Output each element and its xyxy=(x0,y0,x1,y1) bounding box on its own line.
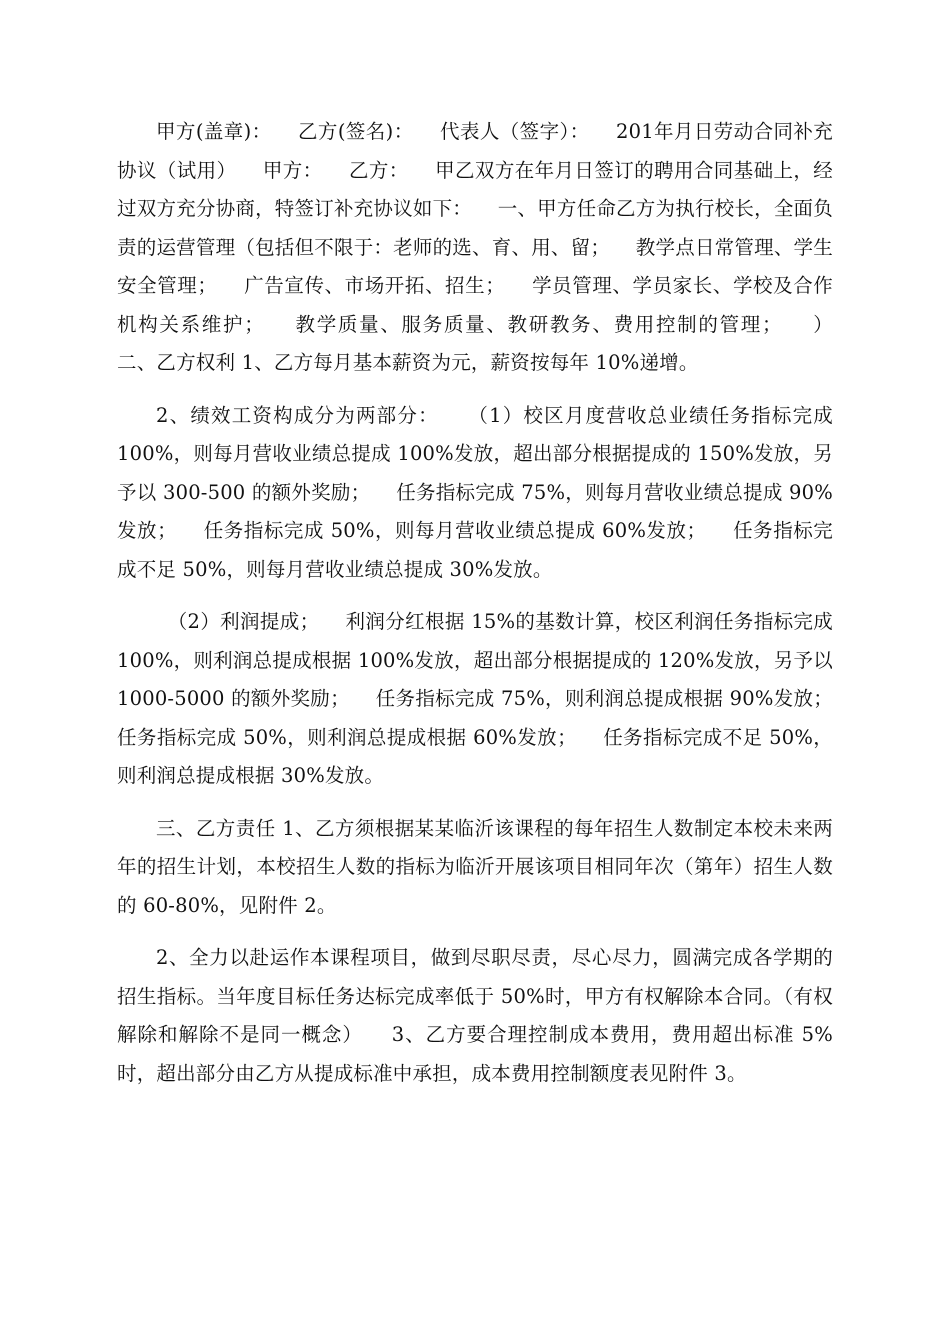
document-body xyxy=(117,113,859,1107)
paragraph-contract-intro: 甲方(盖章)： 乙方(签名)： 代表人（签字）： 201年月日劳动合同补充协议（试用） 甲方： 乙方： 甲乙双方在年月日签订的聘用合同基础上，经过双方充分协商，特签订补充协议如下： 一、甲方任命乙方为执行校长，全面负责的运营管理（包括但不限于：老师的选、育、用、留； 教学点日常管理、学生安全管理； 广告宣传、市场开拓、招生； 学员管理、学员家长、学校及合作机构关系维护； 教学质量、服务质量、教研教务、费用控制的管理； ） 二、乙方权利 1、乙方每月基本薪资为元，薪资按每年 10%递增。 xyxy=(117,120,859,374)
paragraph-performance-pay: 2、绩效工资构成分为两部分： （1）校区月度营收总业绩任务指标完成 100%，则每月营收业绩总提成 100%发放，超出部分根据提成的 150%发放，另予以 300-500 的额外奖励； 任务指标完成 75%，则每月营收业绩总提成 90%发放； 任务指标完成 50%，则每月营收业绩总提成 60%发放； 任务指标完成不足 50%，则每月营收业绩总提成 30%发放。 xyxy=(117,403,840,581)
paragraph-enrollment-targets: 2、全力以赴运作本课程项目，做到尽职尽责，尽心尽力，圆满完成各学期的招生指标。当年度目标任务达标完成率低于 50%时，甲方有权解除本合同。（有权解除和解除不是同一概念） 3、乙方要合理控制成本费用，费用超出标准 5%时，超出部分由乙方从提成标准中承担，成本费用控制额度表见附件 3。 xyxy=(117,946,833,1085)
paragraph-responsibilities: 三、乙方责任 1、乙方须根据某某临沂该课程的每年招生人数制定本校未来两年的招生计划，本校招生人数的指标为临沂开展该项目相同年次（第年）招生人数的 60-80%，见附件 2。 xyxy=(117,816,833,917)
paragraph-profit-share: （2）利润提成； 利润分红根据 15%的基数计算，校区利润任务指标完成 100%，则利润总提成根据 100%发放，超出部分根据提成的 120%发放，另予以 1000-5000 的额外奖励； 任务指标完成 75%，则利润总提成根据 90%发放； 任务指标完成 50%，则利润总提成根据 60%发放； 任务指标完成不足 50%，则利润总提成根据 30%发放。 xyxy=(117,610,859,787)
